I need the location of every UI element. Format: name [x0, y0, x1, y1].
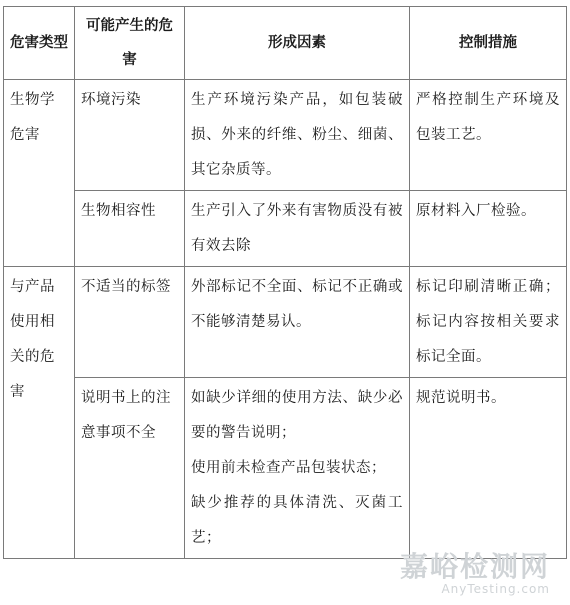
table-header-row — [4, 7, 567, 80]
table-row — [4, 378, 567, 559]
factor-line: 如缺少详细的使用方法、缺少必要的警告说明； — [191, 390, 403, 441]
table-row — [4, 191, 567, 267]
factor-line: 使用前未检查产品包装状态； — [191, 460, 386, 476]
measure-cell: 标记印刷清晰正确；标记内容按相关要求标记全面。 — [410, 267, 567, 378]
factor-line: 缺少推荐的具体清洗、灭菌工艺； — [191, 495, 403, 546]
watermark-logo — [400, 552, 550, 596]
hazard-cell: 环境污染 — [75, 80, 185, 191]
table-row — [4, 267, 567, 378]
factor-cell: 生产引入了外来有害物质没有被有效去除 — [185, 191, 410, 267]
watermark-cn: 嘉峪检测网 — [399, 550, 550, 583]
hazard-cell: 不适当的标签 — [75, 267, 185, 378]
measure-cell: 严格控制生产环境及包装工艺。 — [410, 80, 567, 191]
hazard-table — [3, 6, 567, 559]
hazard-type-cell: 与产品使用相关的危害 — [4, 267, 75, 559]
factor-cell: 生产环境污染产品，如包装破损、外来的纤维、粉尘、细菌、其它杂质等。 — [185, 80, 410, 191]
factor-cell — [185, 378, 410, 559]
hazard-cell: 说明书上的注意事项不全 — [75, 378, 185, 559]
hazard-type-cell: 生物学危害 — [4, 80, 75, 267]
header-control-measures: 控制措施 — [410, 7, 567, 80]
watermark-en: AnyTesting.com — [441, 582, 550, 596]
factor-cell: 外部标记不全面、标记不正确或不能够清楚易认。 — [185, 267, 410, 378]
measure-cell: 规范说明书。 — [410, 378, 567, 559]
header-possible-hazard: 可能产生的危害 — [75, 7, 185, 80]
table-row — [4, 80, 567, 191]
header-forming-factors: 形成因素 — [185, 7, 410, 80]
header-hazard-type: 危害类型 — [4, 7, 75, 80]
measure-cell: 原材料入厂检验。 — [410, 191, 567, 267]
hazard-cell: 生物相容性 — [75, 191, 185, 267]
